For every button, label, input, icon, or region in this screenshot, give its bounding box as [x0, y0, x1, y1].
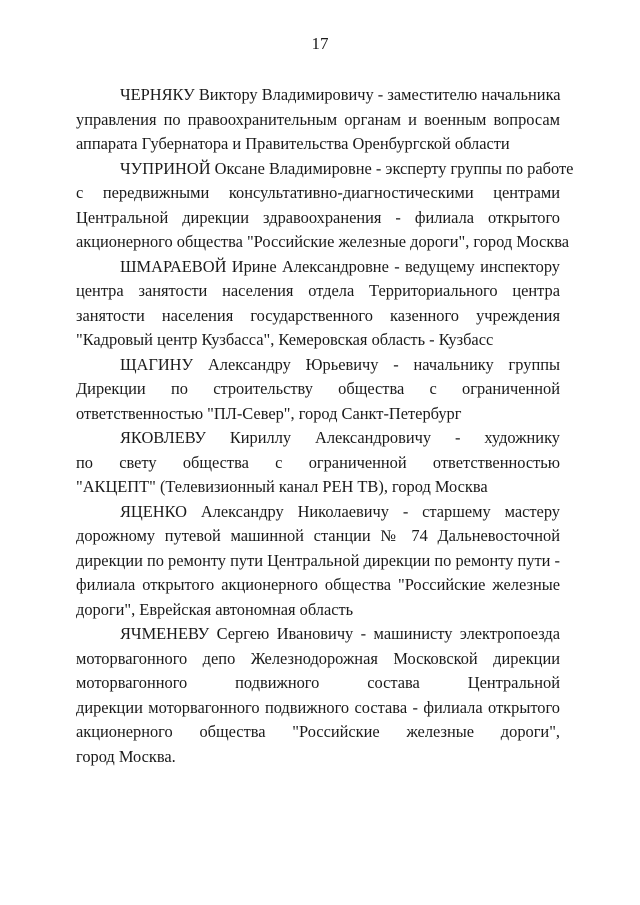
entry-line: ЧУПРИНОЙ Оксане Владимировне - эксперту группы по работе: [120, 158, 574, 178]
entry-line: моторвагонного депо Железнодорожная Московской дирекции: [76, 648, 560, 668]
entry-line: моторвагонного подвижного состава Центральной: [76, 673, 560, 692]
entry-line: акционерного общества "Российские железные дороги", город Москва: [76, 232, 570, 251]
entry-chernyak: [76, 83, 560, 157]
entry-line: центра занятости населения отдела Территориального центра: [76, 281, 560, 300]
document-body: [76, 83, 574, 769]
entry-shmaraeva: [76, 255, 560, 353]
entry-yatsenko: [76, 500, 560, 623]
entry-line: по свету общества с ограниченной ответственностью: [76, 452, 560, 472]
entry-line: управления по правоохранительным органам и военным вопросам: [76, 109, 560, 129]
entry-line: аппарата Губернатора и Правительства Оренбургской области: [76, 134, 510, 153]
entry-line: дирекции по ремонту пути Центральной дирекции по ремонту пути -: [76, 550, 560, 570]
entry-line: акционерного общества "Российские железные дороги",: [76, 722, 560, 741]
entry-line: ЯКОВЛЕВУ Кириллу Александровичу - художнику: [120, 428, 560, 447]
entry-line: дирекции моторвагонного подвижного состава - филиала открытого: [76, 697, 560, 717]
entry-line: ответственностью "ПЛ-Север", город Санкт-Петербург: [76, 403, 462, 423]
entry-shchagin: [76, 353, 560, 427]
entry-line: ШМАРАЕВОЙ Ирине Александровне - ведущему инспектору: [120, 256, 560, 276]
entry-line: дороги", Еврейская автономная область: [76, 599, 354, 619]
page-number: 17: [311, 34, 329, 53]
entry-line: Центральной дирекции здравоохранения - филиала открытого: [76, 207, 560, 227]
entry-line: занятости населения государственного казенного учреждения: [76, 305, 560, 325]
entry-line: город Москва.: [76, 746, 176, 766]
entry-line: ЩАГИНУ Александру Юрьевичу - начальнику группы: [120, 354, 560, 374]
entry-line: филиала открытого акционерного общества "Российские железные: [76, 575, 560, 594]
entry-line: "Кадровый центр Кузбасса", Кемеровская область - Кузбасс: [76, 330, 494, 349]
entry-chuprina: [76, 157, 574, 255]
entry-line: ЧЕРНЯКУ Виктору Владимировичу - заместителю начальника: [120, 85, 561, 104]
entry-line: Дирекции по строительству общества с ограниченной: [76, 379, 560, 398]
entry-yakovlev: [76, 426, 560, 500]
entry-yachmenev: [76, 622, 560, 769]
entry-line: ЯЦЕНКО Александру Николаевичу - старшему мастеру: [120, 501, 560, 521]
entry-line: "АКЦЕПТ" (Телевизионный канал РЕН ТВ), город Москва: [76, 477, 488, 496]
entry-line: дорожному путевой машинной станции № 74 Дальневосточной: [76, 526, 560, 545]
entry-line: ЯЧМЕНЕВУ Сергею Ивановичу - машинисту электропоезда: [120, 624, 560, 643]
entry-line: с передвижными консультативно-диагностическими центрами: [76, 183, 560, 202]
